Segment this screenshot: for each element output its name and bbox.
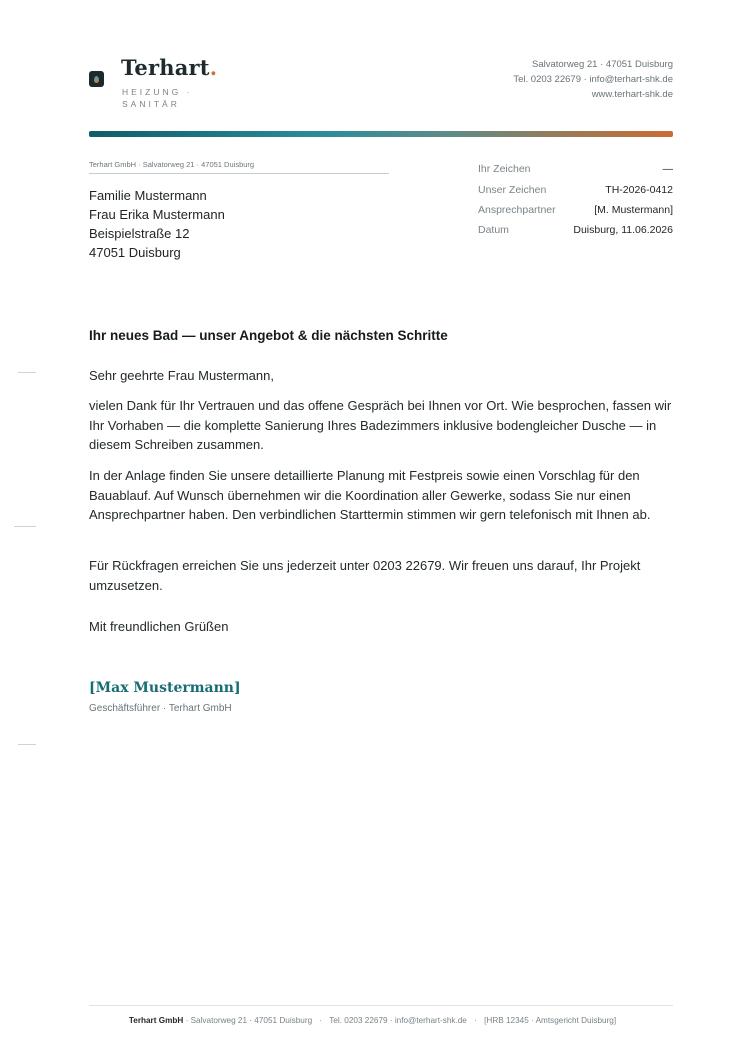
footer-separator: · bbox=[474, 1016, 477, 1025]
footer-company: Terhart GmbH bbox=[128, 1016, 184, 1025]
meta-value: TH-2026-0412 bbox=[605, 184, 673, 196]
meta-label: Unser Zeichen bbox=[478, 184, 547, 196]
fold-mark-top bbox=[18, 372, 36, 373]
flame-drop-icon bbox=[89, 71, 104, 87]
body-paragraph-1: vielen Dank für Ihr Vertrauen und das offene Gespräch bei Ihnen vor Ort. Wie besprochen, fassen wir Ihr Vorhaben — die komplette Sanierung Ihres Badezimmers inklusive bodengleicher Dusche — in diesem Schreiben zusammen. bbox=[89, 398, 672, 452]
signature-name: [Max Mustermann] bbox=[89, 680, 241, 696]
signature-role: Geschäftsführer · Terhart GmbH bbox=[89, 703, 232, 714]
letter-subject: Ihr neues Bad — unser Angebot & die nächsten Schritte bbox=[89, 328, 448, 343]
closing-greeting: Mit freundlichen Grüßen bbox=[89, 619, 229, 634]
recipient-line: Beispielstraße 12 bbox=[89, 226, 190, 241]
footer-divider bbox=[89, 1005, 673, 1006]
punch-mark bbox=[14, 526, 36, 527]
header-address: Salvatorweg 21 · 47051 Duisburg bbox=[531, 59, 673, 70]
brand-dot: . bbox=[209, 55, 218, 80]
meta-value: — bbox=[662, 163, 673, 175]
recipient-address bbox=[89, 186, 225, 262]
brand-tagline-1: HEIZUNG · bbox=[122, 87, 193, 97]
footer bbox=[0, 1016, 745, 1025]
fold-mark-bottom bbox=[18, 744, 36, 745]
recipient-line: Familie Mustermann bbox=[89, 188, 207, 203]
sender-line: Terhart GmbH · Salvatorweg 21 · 47051 Duisburg bbox=[89, 160, 389, 174]
footer-register: [HRB 12345 · Amtsgericht Duisburg] bbox=[484, 1016, 617, 1025]
footer-address: · Salvatorweg 21 · 47051 Duisburg bbox=[185, 1016, 313, 1025]
brand-name: Terhart bbox=[121, 55, 210, 80]
meta-label: Ihr Zeichen bbox=[478, 163, 531, 175]
meta-value: [M. Mustermann] bbox=[594, 204, 673, 216]
meta-label: Datum bbox=[478, 224, 509, 236]
header-website: www.terhart-shk.de bbox=[591, 89, 673, 100]
salutation: Sehr geehrte Frau Mustermann, bbox=[89, 368, 274, 383]
footer-contact: Tel. 0203 22679 · info@terhart-shk.de bbox=[329, 1016, 467, 1025]
recipient-line: Frau Erika Mustermann bbox=[89, 207, 225, 222]
header-phone-email: Tel. 0203 22679 · info@terhart-shk.de bbox=[513, 74, 673, 85]
meta-value: Duisburg, 11.06.2026 bbox=[573, 224, 673, 236]
body-paragraph-2: In der Anlage finden Sie unsere detaillierte Planung mit Festpreis sowie einen Vorschlag für den Bauablauf. Auf Wunsch übernehmen wir die Koordination aller Gewerke, sodass Sie nur einen Ansprechpartner haben. Den verbindlichen Starttermin stimmen wir gern telefonisch mit Ihnen ab. bbox=[89, 468, 651, 522]
accent-gradient-bar bbox=[89, 131, 673, 137]
brand-tagline-2: SANITÄR bbox=[122, 99, 180, 109]
recipient-line: 47051 Duisburg bbox=[89, 245, 181, 260]
footer-separator: · bbox=[319, 1016, 323, 1025]
brand-logo bbox=[121, 55, 217, 80]
body-paragraph-3: Für Rückfragen erreichen Sie uns jederzeit unter 0203 22679. Wir freuen uns darauf, Ihr Projekt umzusetzen. bbox=[89, 558, 641, 593]
meta-label: Ansprechpartner bbox=[478, 204, 556, 216]
